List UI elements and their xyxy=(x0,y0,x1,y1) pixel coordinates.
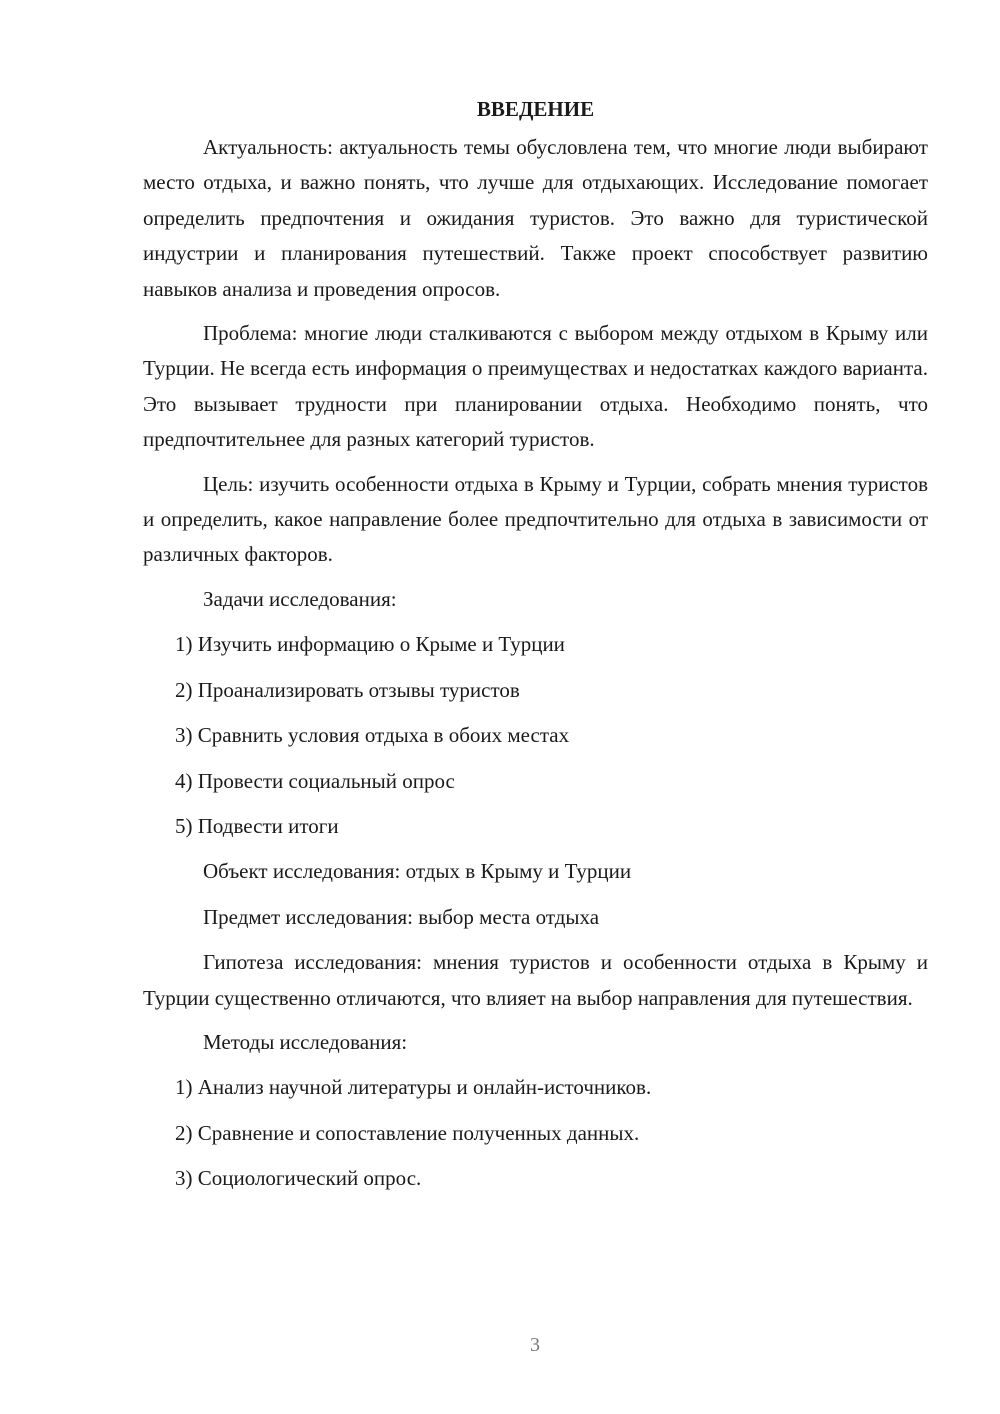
methods-heading: Методы исследования: xyxy=(203,1029,408,1054)
task-item-4: 4) Провести социальный опрос xyxy=(175,768,455,793)
object-line: Объект исследования: отдых в Крыму и Турции xyxy=(203,859,632,884)
method-item-1: 1) Анализ научной литературы и онлайн-источников. xyxy=(175,1075,652,1100)
task-item-3: 3) Сравнить условия отдыха в обоих местах xyxy=(175,723,570,748)
relevance-paragraph: Актуальность: актуальность темы обусловлена тем, что многие люди выбирают место отдыха, и важно понять, что лучше для отдыхающих. Исследование помогает определить предпочтения и ожидания туристов. Это важно для туристической индустрии и планирования путешествий. Также проект способствует развитию навыков анализа и проведения опросов. xyxy=(143,135,928,301)
goal-paragraph: Цель: изучить особенности отдыха в Крыму и Турции, собрать мнения туристов и определить, какое направление более предпочтительно для отдыха в зависимости от различных факторов. xyxy=(143,471,928,567)
task-item-2: 2) Проанализировать отзывы туристов xyxy=(175,677,520,702)
task-item-5: 5) Подвести итоги xyxy=(175,813,339,838)
method-item-3: 3) Социологический опрос. xyxy=(175,1166,422,1191)
hypothesis-paragraph: Гипотеза исследования: мнения туристов и особенности отдыха в Крыму и Турции существенно отличаются, что влияет на выбор направления для путешествия. xyxy=(143,950,928,1010)
task-item-1: 1) Изучить информацию о Крыме и Турции xyxy=(175,632,565,657)
document-page xyxy=(143,92,928,1207)
problem-paragraph: Проблема: многие люди сталкиваются с выбором между отдыхом в Крыму или Турции. Не всегда есть информация о преимуществах и недостатках каждого варианта. Это вызывает трудности при планировании отдыха. Необходимо понять, что предпочтительнее для разных категорий туристов. xyxy=(143,321,928,452)
page-title: ВВЕДЕНИЕ xyxy=(476,97,595,121)
page-number: 3 xyxy=(530,1334,540,1356)
method-item-2: 2) Сравнение и сопоставление полученных данных. xyxy=(175,1120,640,1145)
subject-line: Предмет исследования: выбор места отдыха xyxy=(203,904,600,929)
tasks-heading: Задачи исследования: xyxy=(203,586,397,611)
